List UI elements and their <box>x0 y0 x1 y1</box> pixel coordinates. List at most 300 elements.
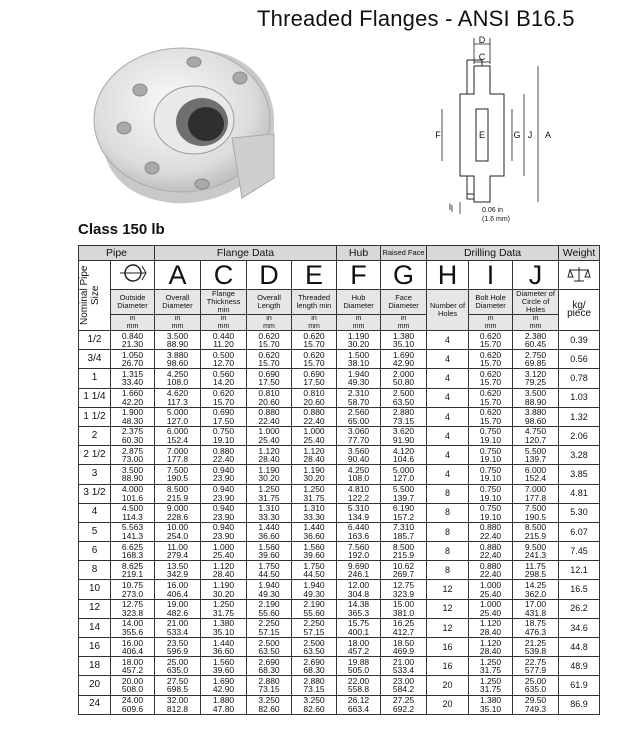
value-mm: 15.70 <box>479 339 502 350</box>
value-in: 9.000 <box>166 503 189 514</box>
cell-a <box>155 350 201 369</box>
cell-e <box>292 331 337 350</box>
value-mm: 323.9 <box>392 588 415 599</box>
value-mm: 49.30 <box>347 377 370 388</box>
cell-weight: 34.6 <box>559 618 600 637</box>
cell-e <box>292 695 337 714</box>
cell-c <box>201 657 247 676</box>
cell-weight: 2.06 <box>559 426 600 445</box>
cell-g <box>381 618 427 637</box>
cell-e <box>292 388 337 407</box>
value-mm: 117.3 <box>167 396 188 407</box>
value-in: 1.900 <box>121 407 144 418</box>
value-in: 19.88 <box>347 656 370 667</box>
value-mm: 63.50 <box>303 646 325 657</box>
value-mm: 215.9 <box>392 550 415 561</box>
unit-cell: in mm <box>513 315 559 331</box>
value-in: 6.190 <box>392 503 415 514</box>
value-in: 1.120 <box>479 618 502 629</box>
value-in: 2.880 <box>392 407 415 418</box>
value-mm: 28.40 <box>303 454 325 465</box>
value-mm: 73.15 <box>303 684 325 695</box>
cell-nps: 12 <box>79 599 111 618</box>
value-in: 0.880 <box>212 445 235 456</box>
value-mm: 19.10 <box>479 435 502 446</box>
unit-cell: in mm <box>201 315 247 331</box>
value-in: 1.120 <box>303 445 325 456</box>
cell-e <box>292 369 337 388</box>
nps-header-label: Nominal Pipe Size <box>79 265 101 326</box>
value-in: 2.560 <box>347 407 370 418</box>
value-mm: 73.15 <box>392 415 415 426</box>
cell-od <box>111 407 155 426</box>
value-mm: 39.60 <box>212 665 235 676</box>
cell-h: 8 <box>427 503 469 522</box>
value-mm: 25.40 <box>212 550 235 561</box>
value-in: 1.310 <box>303 503 325 514</box>
value-in: 1.250 <box>212 599 235 610</box>
value-in: 2.880 <box>258 675 280 686</box>
value-mm: 15.70 <box>479 396 502 407</box>
cell-weight: 0.78 <box>559 369 600 388</box>
value-in: 0.940 <box>212 484 235 494</box>
value-mm: 17.50 <box>212 415 235 426</box>
value-mm: 19.10 <box>479 511 502 522</box>
cell-a <box>155 638 201 657</box>
cell-f <box>337 446 381 465</box>
cell-j <box>513 369 559 388</box>
cell-weight: 16.5 <box>559 580 600 599</box>
cell-nps: 3 1/2 <box>79 484 111 503</box>
value-in: 0.880 <box>479 522 502 533</box>
cell-od <box>111 561 155 580</box>
letter-h: H <box>427 261 469 290</box>
cell-f <box>337 561 381 580</box>
value-mm: 168.3 <box>121 550 144 561</box>
value-in: 1.940 <box>303 579 325 590</box>
value-in: 2.690 <box>258 656 280 667</box>
value-mm: 91.90 <box>392 435 415 446</box>
value-in: 4.250 <box>166 368 189 379</box>
cell-f <box>337 484 381 503</box>
value-in: 1.880 <box>212 695 235 706</box>
cell-f <box>337 369 381 388</box>
value-mm: 355.6 <box>121 626 144 637</box>
value-in: 10.75 <box>121 579 144 590</box>
cell-weight: 6.07 <box>559 522 600 541</box>
value-in: 1.190 <box>347 330 370 341</box>
value-mm: 55.60 <box>258 607 280 618</box>
cell-c <box>201 542 247 561</box>
cell-g <box>381 426 427 445</box>
cell-g <box>381 465 427 484</box>
value-mm: 15.70 <box>258 339 280 350</box>
cell-h: 12 <box>427 580 469 599</box>
value-in: 1.190 <box>212 579 235 590</box>
table-row <box>79 350 600 369</box>
value-mm: 476.3 <box>524 626 547 637</box>
value-mm: 152.4 <box>166 435 189 446</box>
value-in: 1.690 <box>392 349 415 360</box>
cell-nps: 2 1/2 <box>79 446 111 465</box>
table-row <box>79 407 600 426</box>
value-mm: 120.7 <box>524 435 547 446</box>
cell-c <box>201 695 247 714</box>
cell-g <box>381 503 427 522</box>
value-mm: 15.70 <box>303 339 325 350</box>
value-mm: 215.9 <box>524 530 547 541</box>
value-mm: 30.20 <box>258 473 280 484</box>
letter-j: J <box>513 261 559 290</box>
value-in: 8.500 <box>166 484 189 494</box>
cell-d <box>247 522 292 541</box>
value-in: 5.500 <box>524 445 547 456</box>
value-mm: 42.20 <box>121 396 144 407</box>
cell-c <box>201 618 247 637</box>
value-mm: 15.70 <box>212 396 235 407</box>
cell-a <box>155 542 201 561</box>
cell-j <box>513 695 559 714</box>
value-mm: 35.10 <box>392 339 415 350</box>
letter-c: C <box>201 261 247 290</box>
spec-body <box>79 331 600 715</box>
value-mm: 381.0 <box>392 607 415 618</box>
cell-a <box>155 695 201 714</box>
cell-i <box>469 503 513 522</box>
cell-a <box>155 465 201 484</box>
value-in: 2.310 <box>347 388 370 399</box>
value-in: 1.120 <box>258 445 280 456</box>
scale-icon <box>559 261 600 290</box>
group-weight: Weight <box>559 246 600 261</box>
cell-weight: 4.81 <box>559 484 600 503</box>
letter-a: A <box>155 261 201 290</box>
value-mm: 69.85 <box>524 358 547 369</box>
cell-d <box>247 599 292 618</box>
value-mm: 365.3 <box>347 607 370 618</box>
value-in: 10.62 <box>392 560 415 571</box>
unit-cell: in mm <box>469 315 513 331</box>
value-mm: 362.0 <box>524 588 547 599</box>
value-in: 2.250 <box>303 618 325 629</box>
cell-f <box>337 695 381 714</box>
value-in: 2.750 <box>524 349 547 360</box>
value-in: 3.060 <box>347 426 370 437</box>
value-mm: 139.7 <box>524 454 547 465</box>
cell-d <box>247 369 292 388</box>
cell-nps: 4 <box>79 503 111 522</box>
value-in: 3.620 <box>392 426 415 437</box>
value-mm: 25.40 <box>303 435 325 446</box>
value-mm: 36.60 <box>212 646 235 657</box>
value-mm: 457.2 <box>347 646 370 657</box>
value-in: 2.875 <box>121 445 144 456</box>
cell-od <box>111 331 155 350</box>
value-mm: 304.8 <box>347 588 370 599</box>
table-row <box>79 426 600 445</box>
value-in: 1.500 <box>347 349 370 360</box>
value-in: 13.50 <box>166 560 189 571</box>
value-in: 3.500 <box>524 388 547 399</box>
value-mm: 31.75 <box>479 684 502 695</box>
value-mm: 749.3 <box>524 703 547 714</box>
cell-a <box>155 503 201 522</box>
cell-c <box>201 465 247 484</box>
value-mm: 90.40 <box>347 454 370 465</box>
value-in: 18.00 <box>121 656 144 667</box>
value-mm: 15.70 <box>479 358 502 369</box>
value-in: 1.380 <box>212 618 235 629</box>
value-mm: 219.1 <box>121 569 144 580</box>
value-mm: 19.10 <box>479 454 502 465</box>
value-mm: 635.0 <box>524 684 547 695</box>
value-mm: 31.75 <box>258 492 280 503</box>
value-in: 1.000 <box>479 599 502 610</box>
value-mm: 82.60 <box>258 703 280 714</box>
value-mm: 152.4 <box>524 473 547 484</box>
cell-nps: 8 <box>79 561 111 580</box>
cell-a <box>155 484 201 503</box>
value-in: 1.660 <box>121 388 144 399</box>
value-mm: 28.40 <box>212 569 235 580</box>
value-mm: 141.3 <box>121 530 144 541</box>
value-mm: 539.8 <box>524 646 547 657</box>
cell-e <box>292 465 337 484</box>
value-mm: 57.15 <box>258 626 280 637</box>
value-in: 11.00 <box>167 541 188 552</box>
cell-weight: 3.28 <box>559 446 600 465</box>
value-in: 5.310 <box>347 503 370 514</box>
value-in: 1.250 <box>479 675 502 686</box>
value-in: 27.50 <box>166 675 189 686</box>
value-mm: 42.90 <box>212 684 235 695</box>
cell-e <box>292 484 337 503</box>
value-mm: 254.0 <box>166 530 189 541</box>
value-mm: 406.4 <box>166 588 189 599</box>
cell-a <box>155 676 201 695</box>
cell-d <box>247 638 292 657</box>
value-in: 7.000 <box>524 484 547 494</box>
value-in: 3.250 <box>303 695 325 706</box>
value-mm: 273.0 <box>121 588 144 599</box>
value-in: 6.440 <box>347 522 370 533</box>
value-in: 22.75 <box>524 656 547 667</box>
value-in: 0.620 <box>258 349 280 360</box>
value-in: 4.750 <box>524 426 547 437</box>
value-mm: 49.30 <box>303 588 325 599</box>
value-in: 5.000 <box>166 407 189 418</box>
cell-e <box>292 599 337 618</box>
cell-d <box>247 580 292 599</box>
value-in: 26.12 <box>347 695 370 706</box>
value-in: 0.940 <box>212 503 235 514</box>
value-mm: 57.15 <box>303 626 325 637</box>
group-flange: Flange Data <box>155 246 337 261</box>
cell-f <box>337 465 381 484</box>
header-face-diameter: Face Diameter <box>381 290 427 315</box>
cell-h: 4 <box>427 407 469 426</box>
cell-d <box>247 561 292 580</box>
value-in: 1.560 <box>212 656 235 667</box>
cell-od <box>111 369 155 388</box>
value-in: 2.000 <box>392 368 415 379</box>
header-threaded-length: Threaded length min <box>292 290 337 315</box>
value-in: 0.880 <box>303 407 325 418</box>
value-mm: 58.70 <box>347 396 370 407</box>
value-mm: 98.60 <box>524 415 547 426</box>
cell-c <box>201 580 247 599</box>
value-mm: 134.9 <box>347 511 370 522</box>
value-mm: 185.7 <box>392 530 415 541</box>
value-in: 25.00 <box>524 675 547 686</box>
value-in: 0.840 <box>121 330 144 341</box>
cell-a <box>155 369 201 388</box>
cell-weight: 7.45 <box>559 542 600 561</box>
cell-d <box>247 618 292 637</box>
cell-od <box>111 618 155 637</box>
value-in: 1.380 <box>479 695 502 706</box>
value-mm: 177.8 <box>166 454 189 465</box>
cell-j <box>513 484 559 503</box>
value-mm: 11.20 <box>213 339 234 350</box>
cell-weight: 0.39 <box>559 331 600 350</box>
cell-c <box>201 331 247 350</box>
cell-g <box>381 331 427 350</box>
value-mm: 533.4 <box>166 626 189 637</box>
value-mm: 19.10 <box>479 473 502 484</box>
value-mm: 30.20 <box>347 339 370 350</box>
cell-i <box>469 561 513 580</box>
value-mm: 609.6 <box>121 703 144 714</box>
value-mm: 406.4 <box>121 646 144 657</box>
value-mm: 122.2 <box>347 492 370 503</box>
value-in: 8.500 <box>392 541 415 552</box>
cell-c <box>201 407 247 426</box>
cell-g <box>381 542 427 561</box>
value-in: 5.563 <box>121 522 144 533</box>
value-in: 4.810 <box>347 484 370 494</box>
value-in: 3.250 <box>258 695 280 706</box>
group-hub: Hub <box>337 246 381 261</box>
header-weight-unit: kg/ piece <box>559 290 600 331</box>
cell-nps: 6 <box>79 542 111 561</box>
header-overall-length: Overall Length <box>247 290 292 315</box>
cell-nps: 10 <box>79 580 111 599</box>
cell-g <box>381 484 427 503</box>
value-in: 23.00 <box>392 675 415 686</box>
value-mm: 35.10 <box>212 626 235 637</box>
value-in: 1.560 <box>258 541 280 552</box>
cell-j <box>513 657 559 676</box>
header-flange-thickness: Flange Thickness min <box>201 290 247 315</box>
value-mm: 15.70 <box>479 415 502 426</box>
table-row <box>79 331 600 350</box>
value-mm: 596.9 <box>166 646 189 657</box>
cell-j <box>513 676 559 695</box>
value-in: 2.250 <box>258 618 280 629</box>
value-in: 1.250 <box>258 484 280 494</box>
cell-e <box>292 426 337 445</box>
raised-face-note-in: 0.06 in <box>482 207 504 214</box>
table-row <box>79 638 600 657</box>
cell-nps: 1/2 <box>79 331 111 350</box>
value-mm: 25.40 <box>479 588 502 599</box>
cell-h: 4 <box>427 446 469 465</box>
table-row <box>79 561 600 580</box>
value-in: 14.00 <box>121 618 144 629</box>
cell-i <box>469 618 513 637</box>
value-in: 1.440 <box>258 522 280 533</box>
value-mm: 73.15 <box>258 684 280 695</box>
value-in: 0.810 <box>303 388 325 399</box>
value-in: 2.380 <box>524 330 547 341</box>
cell-od <box>111 465 155 484</box>
value-in: 0.620 <box>258 330 280 341</box>
cell-i <box>469 599 513 618</box>
value-mm: 412.7 <box>392 626 415 637</box>
table-row <box>79 446 600 465</box>
dim-label-f: F <box>435 130 441 140</box>
value-in: 11.75 <box>525 560 546 571</box>
value-in: 25.00 <box>166 656 189 667</box>
group-pipe: Pipe <box>79 246 155 261</box>
table-row <box>79 695 600 714</box>
value-in: 16.25 <box>392 618 415 629</box>
value-mm: 98.60 <box>166 358 189 369</box>
table-row <box>79 503 600 522</box>
value-mm: 108.0 <box>347 473 370 484</box>
value-mm: 127.0 <box>392 473 415 484</box>
cell-a <box>155 657 201 676</box>
value-mm: 31.75 <box>479 665 502 676</box>
value-mm: 19.10 <box>212 435 235 446</box>
value-mm: 88.90 <box>121 473 144 484</box>
value-mm: 22.40 <box>479 550 502 561</box>
cell-e <box>292 407 337 426</box>
value-mm: 20.60 <box>258 396 280 407</box>
header-number-of-holes: Number of Holes <box>427 290 469 331</box>
value-in: 15.00 <box>392 599 415 610</box>
value-in: 15.75 <box>347 618 370 629</box>
value-mm: 73.00 <box>121 454 144 465</box>
value-in: 2.880 <box>303 675 325 686</box>
cell-weight: 1.32 <box>559 407 600 426</box>
value-in: 14.38 <box>347 599 370 610</box>
cell-e <box>292 638 337 657</box>
value-in: 18.00 <box>347 637 370 648</box>
value-mm: 23.90 <box>212 530 235 541</box>
value-in: 5.500 <box>392 484 415 494</box>
value-in: 3.500 <box>166 330 189 341</box>
cell-h: 16 <box>427 638 469 657</box>
cell-nps: 14 <box>79 618 111 637</box>
value-in: 4.250 <box>347 464 370 475</box>
cell-f <box>337 350 381 369</box>
value-mm: 36.60 <box>303 530 325 541</box>
value-in: 9.500 <box>524 541 547 552</box>
cell-a <box>155 561 201 580</box>
value-in: 5.000 <box>392 464 415 475</box>
cell-j <box>513 503 559 522</box>
value-in: 0.750 <box>479 503 502 514</box>
value-in: 3.880 <box>524 407 547 418</box>
unit-cell: in mm <box>247 315 292 331</box>
value-mm: 114.3 <box>122 511 143 522</box>
value-mm: 533.4 <box>392 665 415 676</box>
value-in: 21.00 <box>392 656 415 667</box>
value-mm: 36.60 <box>258 530 280 541</box>
value-mm: 508.0 <box>121 684 144 695</box>
